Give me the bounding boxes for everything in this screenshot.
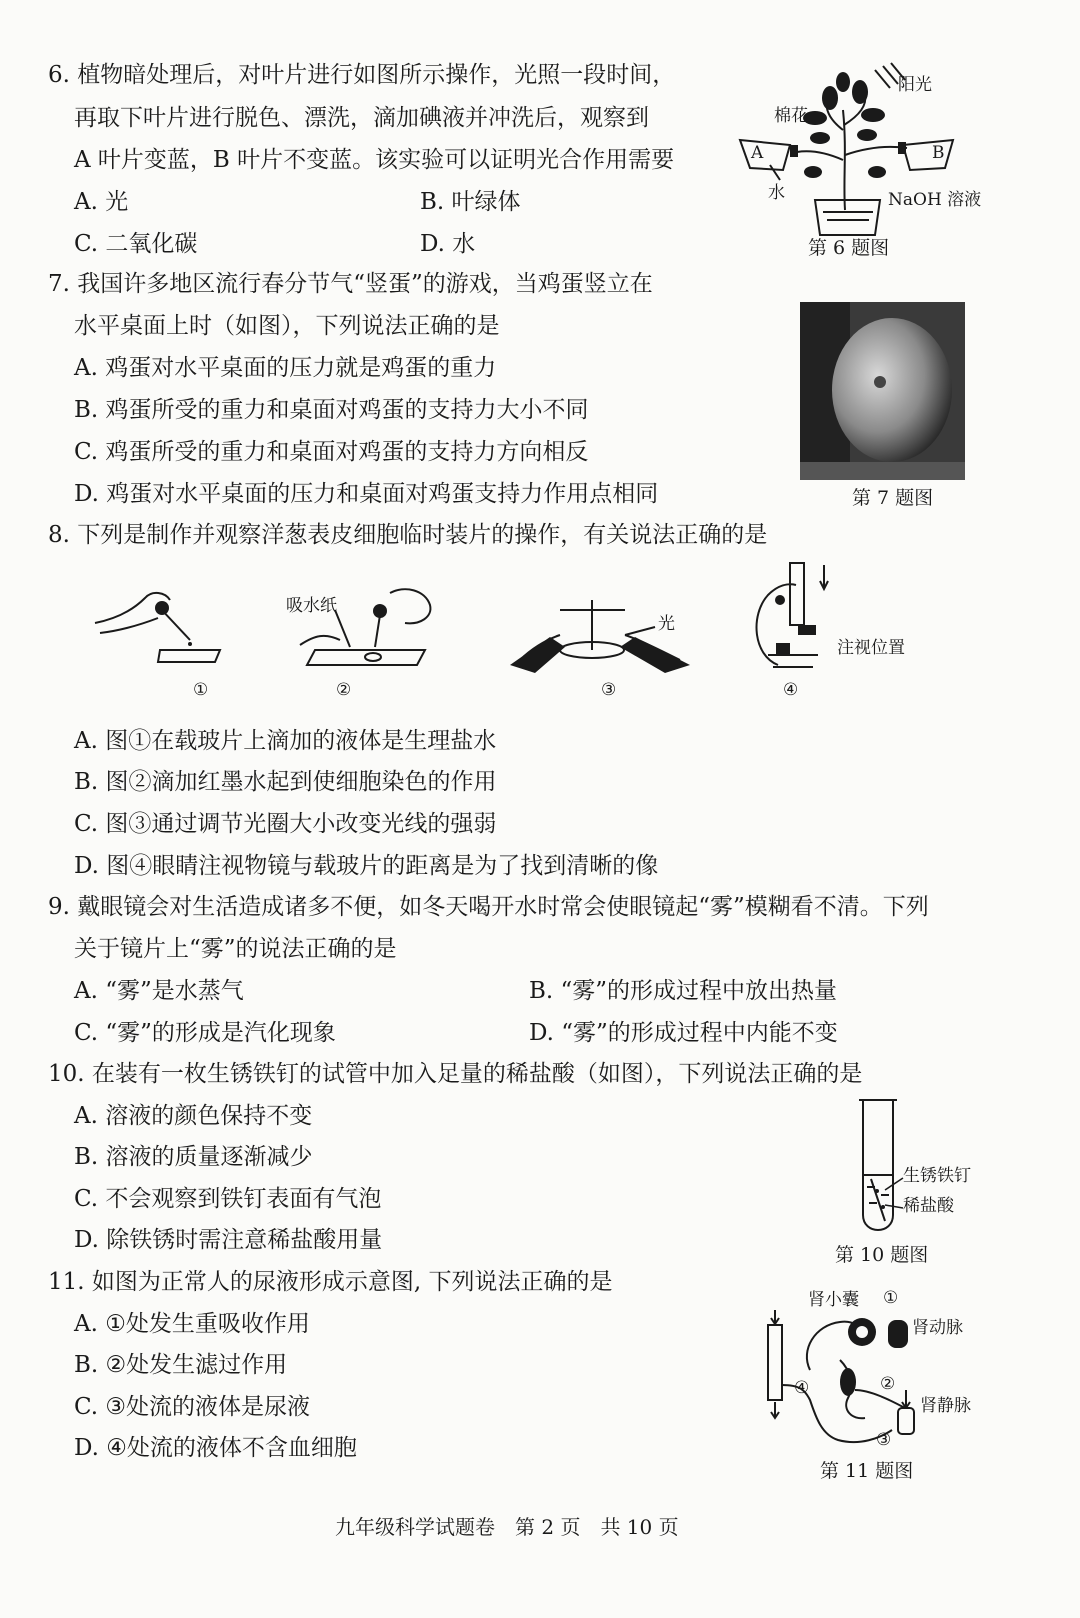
q8-label-absorbent-paper: 吸水纸 <box>286 596 337 616</box>
q11-option-d: D. ④处流的液体不含血细胞 <box>74 1435 357 1461</box>
q8-option-d: D. 图④眼睛注视物镜与载玻片的距离是为了找到清晰的像 <box>74 853 659 879</box>
q6-option-b: B. 叶绿体 <box>420 189 521 215</box>
q6-option-a: A. 光 <box>74 189 129 215</box>
q6-figure-caption: 第 6 题图 <box>808 237 890 259</box>
page-footer: 九年级科学试题卷 第 2 页 共 10 页 <box>335 1515 679 1539</box>
q6-label-leaf-a: A <box>751 143 764 163</box>
q6-stem-line-2: 再取下叶片进行脱色、漂洗，滴加碘液并冲洗后，观察到 <box>74 105 649 131</box>
q11-option-c: C. ③处流的液体是尿液 <box>74 1394 311 1420</box>
q11-option-b: B. ②处发生滤过作用 <box>74 1352 288 1378</box>
q6-option-d: D. 水 <box>420 231 476 257</box>
q7-option-d: D. 鸡蛋对水平桌面的压力和桌面对鸡蛋支持力作用点相同 <box>74 481 659 507</box>
q11-label-artery: 肾动脉 <box>912 1318 963 1338</box>
q6-label-sunlight: 阳光 <box>898 75 932 95</box>
q11-label-capsule: 肾小囊 <box>808 1290 859 1310</box>
q10-option-a: A. 溶液的颜色保持不变 <box>74 1103 313 1129</box>
q8-option-b: B. 图②滴加红墨水起到使细胞染色的作用 <box>74 769 497 795</box>
q6-label-cotton: 棉花 <box>774 106 808 126</box>
q10-figure-caption: 第 10 题图 <box>835 1244 929 1266</box>
q10-label-acid: 稀盐酸 <box>903 1196 954 1216</box>
q11-label-n3: ③ <box>876 1430 892 1450</box>
q11-label-vein: 肾静脉 <box>920 1396 971 1416</box>
q11-option-a: A. ①处发生重吸收作用 <box>74 1311 310 1337</box>
q9-option-b: B. “雾”的形成过程中放出热量 <box>529 978 838 1004</box>
q7-figure-caption: 第 7 题图 <box>852 487 934 509</box>
q6-option-c: C. 二氧化碳 <box>74 231 198 257</box>
q10-stem-line-1: 10. 在装有一枚生锈铁钉的试管中加入足量的稀盐酸（如图），下列说法正确的是 <box>48 1061 863 1087</box>
q7-stem-line-1: 7. 我国许多地区流行春分节气“竖蛋”的游戏，当鸡蛋竖立在 <box>48 271 653 297</box>
q7-option-b: B. 鸡蛋所受的重力和桌面对鸡蛋的支持力大小不同 <box>74 397 589 423</box>
q11-stem-line-1: 11. 如图为正常人的尿液形成示意图, 下列说法正确的是 <box>48 1269 613 1295</box>
q11-label-n1: ① <box>883 1288 899 1308</box>
q8-stem-line-1: 8. 下列是制作并观察洋葱表皮细胞临时装片的操作，有关说法正确的是 <box>48 522 768 548</box>
q10-label-nail: 生锈铁钉 <box>903 1166 971 1186</box>
q9-option-a: A. “雾”是水蒸气 <box>74 978 244 1004</box>
q8-option-c: C. 图③通过调节光圈大小改变光线的强弱 <box>74 811 497 837</box>
q8-figure-4-number: ④ <box>783 680 799 700</box>
q6-stem-line-1: 6. 植物暗处理后，对叶片进行如图所示操作，光照一段时间， <box>48 62 676 88</box>
q8-figure-4-microscope <box>748 555 838 675</box>
q9-option-d: D. “雾”的形成过程中内能不变 <box>529 1020 838 1046</box>
q9-stem-line-1: 9. 戴眼镜会对生活造成诸多不便，如冬天喝开水时常会使眼镜起“雾”模糊看不清。下列 <box>48 894 929 920</box>
q8-option-a: A. 图①在载玻片上滴加的液体是生理盐水 <box>74 728 497 754</box>
q8-figure-3-number: ③ <box>601 680 617 700</box>
q11-label-n2: ② <box>880 1374 896 1394</box>
q10-option-d: D. 除铁锈时需注意稀盐酸用量 <box>74 1227 383 1253</box>
q6-stem-line-3: A 叶片变蓝，B 叶片不变蓝。该实验可以证明光合作用需要 <box>74 147 675 173</box>
q6-label-water: 水 <box>768 183 785 203</box>
q11-label-n4: ④ <box>794 1378 810 1398</box>
q7-egg-photo <box>800 302 965 480</box>
q9-stem-line-2: 关于镜片上“雾”的说法正确的是 <box>74 936 397 962</box>
q10-option-c: C. 不会观察到铁钉表面有气泡 <box>74 1186 382 1212</box>
q7-option-a: A. 鸡蛋对水平桌面的压力就是鸡蛋的重力 <box>74 355 497 381</box>
q10-option-b: B. 溶液的质量逐渐减少 <box>74 1144 313 1170</box>
q7-option-c: C. 鸡蛋所受的重力和桌面对鸡蛋的支持力方向相反 <box>74 439 589 465</box>
q9-option-c: C. “雾”的形成是汽化现象 <box>74 1020 336 1046</box>
q8-label-light: 光 <box>658 614 675 634</box>
q11-nephron-figure <box>760 1290 960 1460</box>
q6-label-naoh: NaOH 溶液 <box>888 190 982 210</box>
q8-figure-1-dropper <box>90 578 230 673</box>
q6-plant-figure <box>735 60 995 240</box>
q6-label-leaf-b: B <box>932 143 945 163</box>
q8-figure-3-mirror <box>510 595 690 675</box>
q7-stem-line-2: 水平桌面上时（如图），下列说法正确的是 <box>74 313 500 339</box>
q8-figure-2-number: ② <box>336 680 352 700</box>
q11-figure-caption: 第 11 题图 <box>820 1460 914 1482</box>
q8-label-gaze-position: 注视位置 <box>837 638 905 658</box>
q8-figure-1-number: ① <box>193 680 209 700</box>
